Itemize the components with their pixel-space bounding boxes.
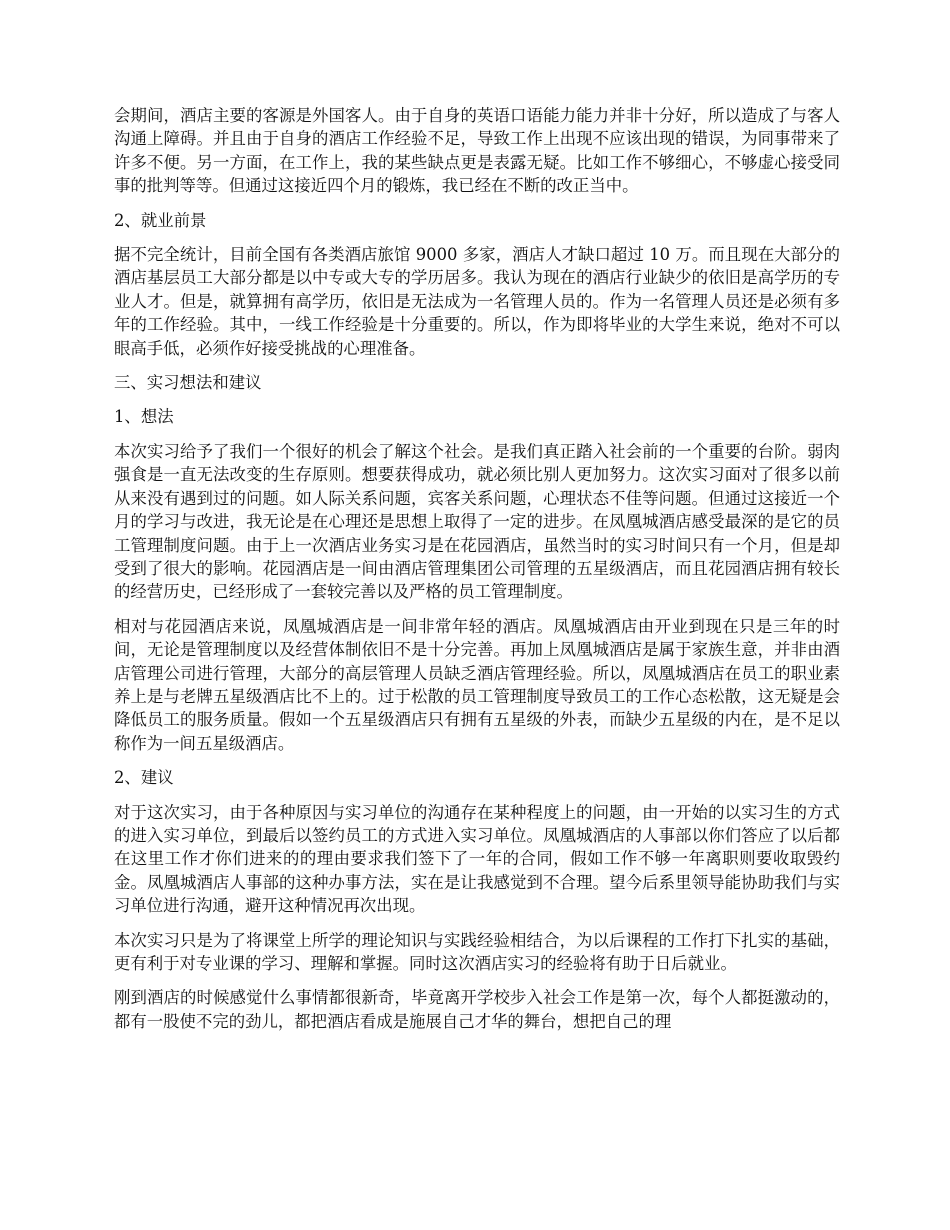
paragraph-ideas-1: 本次实习给予了我们一个很好的机会了解这个社会。是我们真正踏入社会前的一个重要的台阶。弱肉强食是一直无法改变的生存原则。想要获得成功，就必须比别人更加努力。这次实习面对了很多以前从来没有遇到过的问题。如人际关系问题，宾客关系问题，心理状态不佳等问题。但通过这接近一个月的学习与改进，我无论是在心理还是思想上取得了一定的进步。在凤凰城酒店感受最深的是它的员工管理制度问题。由于上一次酒店业务实习是在花园酒店，虽然当时的实习时间只有一个月，但是却受到了很大的影响。花园酒店是一间由酒店管理集团公司管理的五星级酒店，而且花园酒店拥有较长的经营历史，已经形成了一套较完善以及严格的员工管理制度。 bbox=[114, 441, 840, 602]
paragraph-suggestions-1: 对于这次实习，由于各种原因与实习单位的沟通存在某种程度上的问题，由一开始的以实习生的方式的进入实习单位，到最后以签约员工的方式进入实习单位。凤凰城酒店的人事部以你们答应了以后都在这里工作才你们进来的的理由要求我们签下了一年的合同，假如工作不够一年离职则要收取毁约金。凤凰城酒店人事部的这种办事方法，实在是让我感觉到不合理。望今后系里领导能协助我们与实习单位进行沟通，避开这种情况再次出现。 bbox=[114, 802, 840, 916]
heading-suggestions: 2、建议 bbox=[114, 768, 174, 788]
paragraph-suggestions-2: 本次实习只是为了将课堂上所学的理论知识与实践经验相结合，为以后课程的工作打下扎实的基础，更有利于对专业课的学习、理解和掌握。同时这次酒店实习的经验将有助于日后就业。 bbox=[114, 930, 840, 973]
paragraph-suggestions-3: 刚到酒店的时候感觉什么事情都很新奇，毕竟离开学校步入社会工作是第一次，每个人都挺激动的，都有一股使不完的劲儿，都把酒店看成是施展自己才华的舞台，想把自己的理 bbox=[114, 988, 840, 1031]
heading-employment-prospects: 2、就业前景 bbox=[114, 210, 207, 230]
paragraph-employment-prospects: 据不完全统计，目前全国有各类酒店旅馆 9000 多家，酒店人才缺口超过 10 万。而且现在大部分的酒店基层员工大部分都是以中专或大专的学历居多。我认为现在的酒店行业缺少的依旧是高学历的专业人才。但是，就算拥有高学历，依旧是无法成为一名管理人员的。作为一名管理人员还是必须有多年的工作经验。其中，一线工作经验是十分重要的。所以，作为即将毕业的大学生来说，绝对不可以眼高手低，必须作好接受挑战的心理准备。 bbox=[114, 245, 840, 358]
document-page bbox=[114, 104, 840, 1044]
heading-ideas: 1、想法 bbox=[114, 407, 174, 427]
paragraph-ideas-2: 相对与花园酒店来说，凤凰城酒店是一间非常年轻的酒店。凤凰城酒店由开业到现在只是三年的时间，无论是管理制度以及经营体制依旧不是十分完善。再加上凤凰城酒店是属于家族生意，并非由酒店管理公司进行管理，大部分的高层管理人员缺乏酒店管理经验。所以，凤凰城酒店在员工的职业素养上是与老牌五星级酒店比不上的。过于松散的员工管理制度导致员工的工作心态松散，这无疑是会降低员工的服务质量。假如一个五星级酒店只有拥有五星级的外表，而缺少五星级的内在，是不足以称作为一间五星级酒店。 bbox=[114, 616, 840, 753]
paragraph-continuation: 会期间，酒店主要的客源是外国客人。由于自身的英语口语能力能力并非十分好，所以造成了与客人沟通上障碍。并且由于自身的酒店工作经验不足，导致工作上出现不应该出现的错误，为同事带来了许多不便。另一方面，在工作上，我的某些缺点更是表露无疑。比如工作不够细心，不够虚心接受同事的批判等等。但通过这接近四个月的锻炼，我已经在不断的改正当中。 bbox=[114, 106, 840, 196]
section-heading-ideas-and-suggestions: 三、实习想法和建议 bbox=[114, 373, 262, 393]
